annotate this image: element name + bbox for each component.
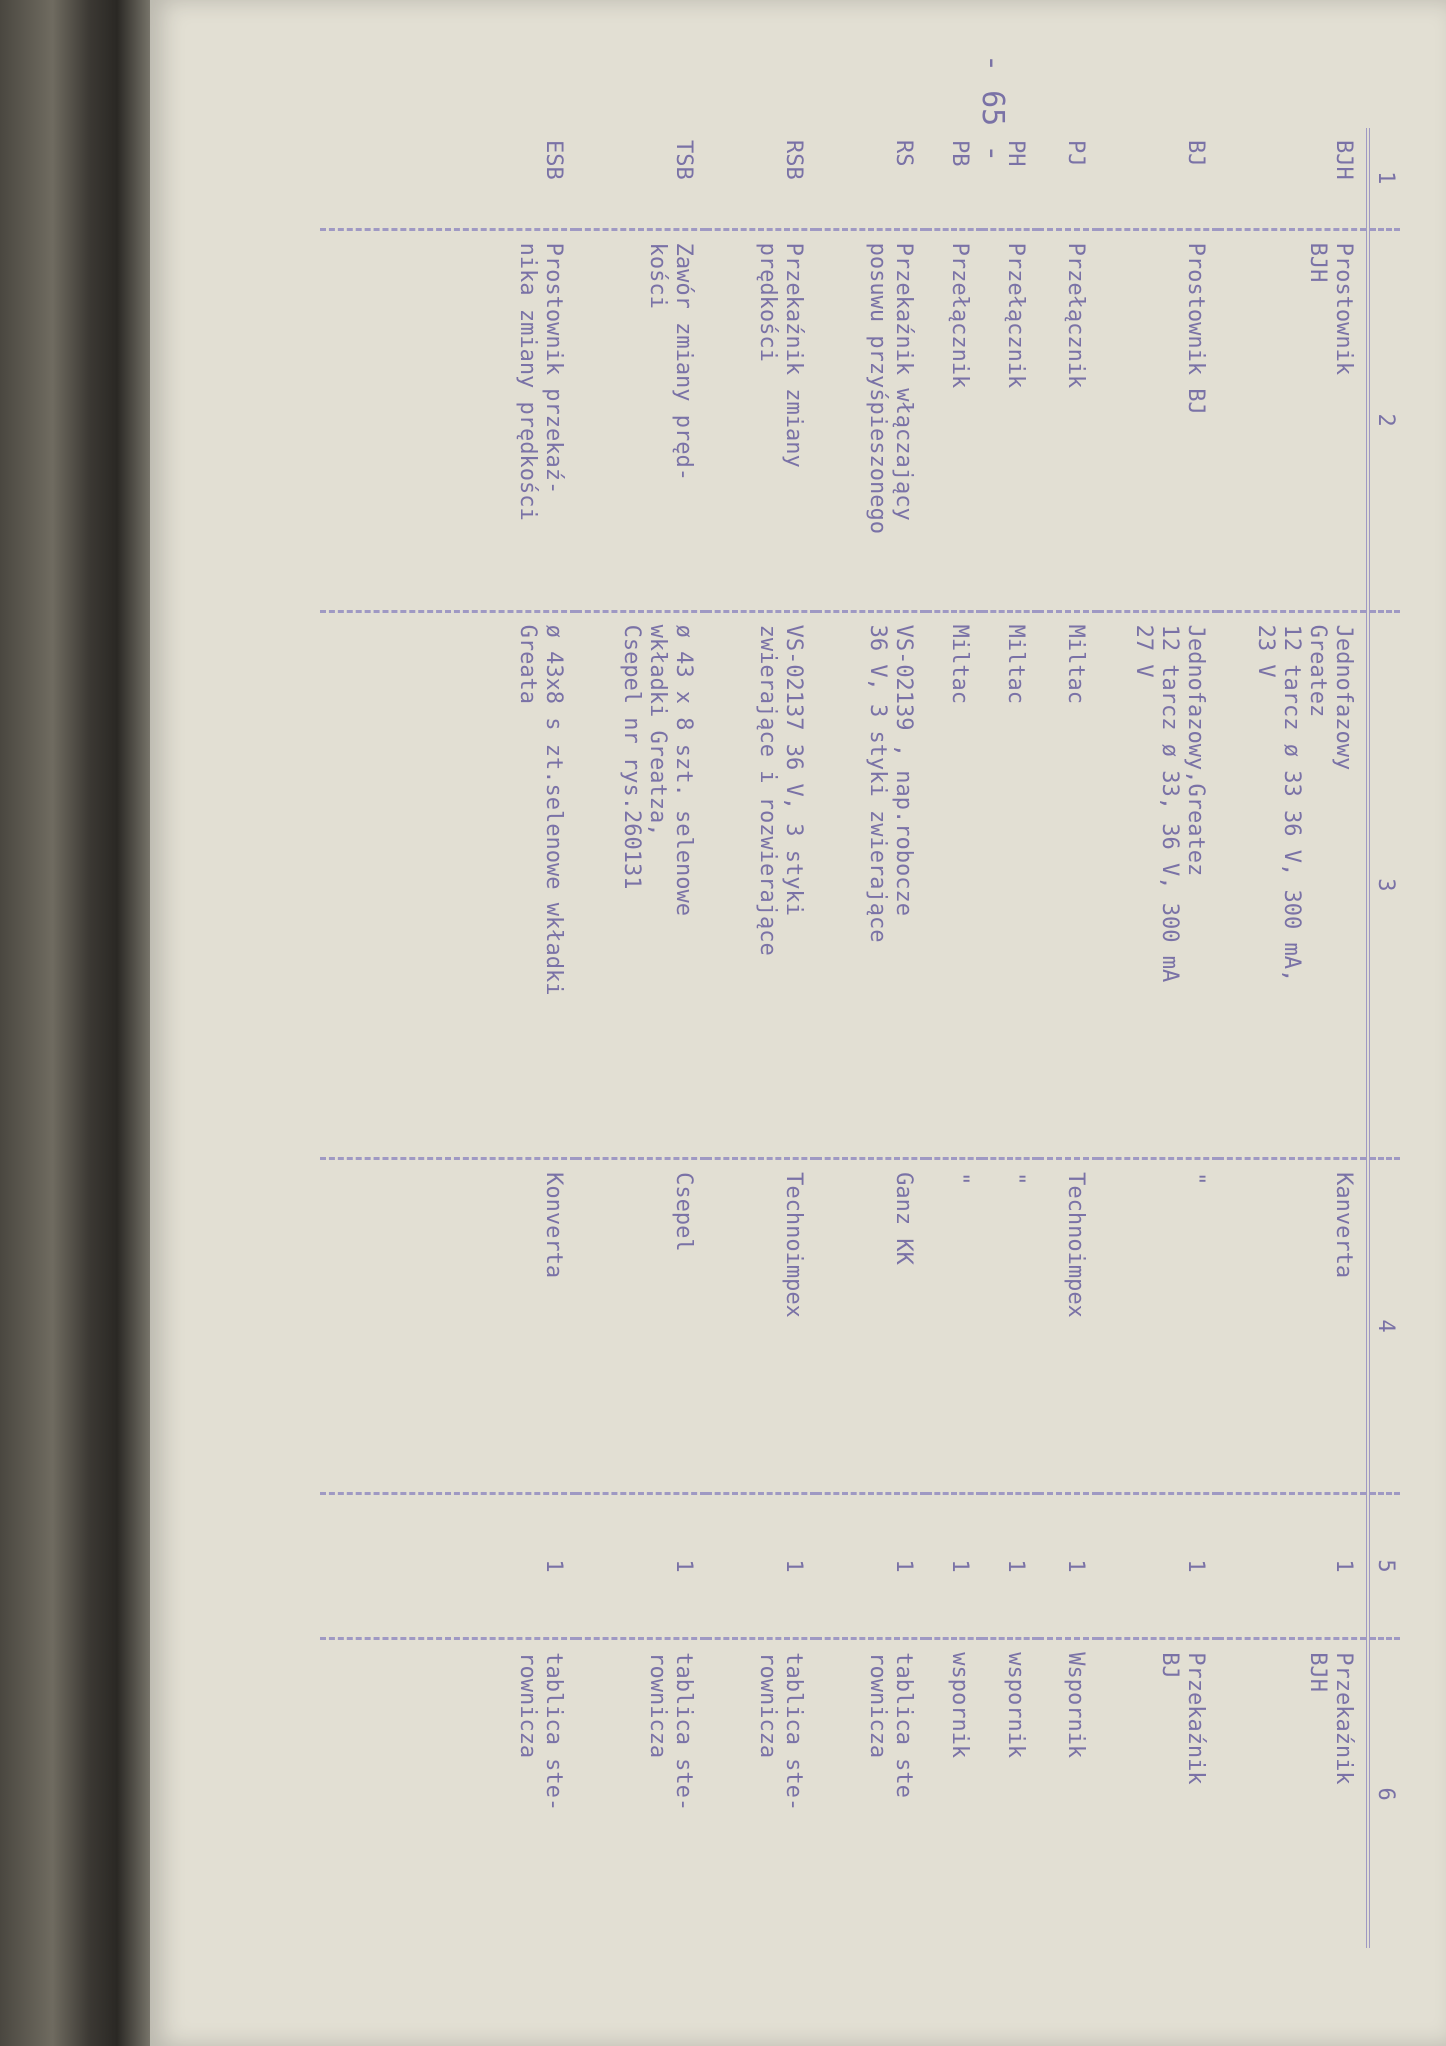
code-cell: TSB xyxy=(670,140,696,180)
qty-cell: 1 xyxy=(816,1493,926,1638)
header-row xyxy=(1368,128,1400,1948)
table-row xyxy=(926,128,982,1948)
header-col-5: 5 xyxy=(1368,1493,1400,1638)
maker-cell: " xyxy=(1098,1159,1218,1494)
table-row xyxy=(1098,128,1218,1948)
spec-cell: ø 43x8 s zt.selenowe wkładki Greata xyxy=(321,611,577,1159)
spec-cell: Miltac xyxy=(982,611,1038,1159)
name-cell: Przekaźnik włączający posuwu przyśpieszonego xyxy=(816,229,926,611)
parts-table xyxy=(320,128,1400,1948)
maker-cell: Technoimpex xyxy=(706,1159,816,1494)
code-cell: RSB xyxy=(780,140,806,180)
table-row xyxy=(706,128,816,1948)
spec-cell: Jednofazowy Greatez 12 tarcz ø 33 36 V, 300 mA, 23 V xyxy=(1218,611,1368,1159)
name-cell: Przełącznik xyxy=(982,229,1038,611)
maker-cell: Technoimpex xyxy=(1038,1159,1098,1494)
spec-cell: Jednofazowy,Greatez 12 tarcz ø 33, 36 V, 300 mA 27 V xyxy=(1098,611,1218,1159)
code-cell: PJ xyxy=(1062,140,1088,167)
code-cell: PB xyxy=(946,140,972,167)
qty-cell: 1 xyxy=(1218,1493,1368,1638)
qty-cell: 1 xyxy=(1038,1493,1098,1638)
code-cell: BJH xyxy=(1331,140,1357,180)
code-cell: ESB xyxy=(540,140,566,180)
maker-cell: Ganz KK xyxy=(816,1159,926,1494)
maker-cell: " xyxy=(982,1159,1038,1494)
note-cell: tablica ste- rownicza xyxy=(706,1639,816,1948)
qty-cell: 1 xyxy=(576,1493,706,1638)
header-col-3: 3 xyxy=(1368,611,1400,1159)
note-cell: wspornik xyxy=(982,1639,1038,1948)
qty-cell: 1 xyxy=(706,1493,816,1638)
spec-cell: VS-02137 36 V, 3 styki zwierające i rozwierające xyxy=(706,611,816,1159)
code-cell: RS xyxy=(890,140,916,167)
code-cell: PH xyxy=(1002,140,1028,167)
maker-cell: Csepel xyxy=(576,1159,706,1494)
name-cell: Przekaźnik zmiany prędkości xyxy=(706,229,816,611)
note-cell: Wspornik xyxy=(1038,1639,1098,1948)
qty-cell: 1 xyxy=(1098,1493,1218,1638)
book-binding xyxy=(0,0,150,2046)
note-cell: tablica ste rownicza xyxy=(816,1639,926,1948)
qty-cell: 1 xyxy=(926,1493,982,1638)
note-cell: Przekaźnik BJ xyxy=(1098,1639,1218,1948)
maker-cell: " xyxy=(926,1159,982,1494)
header-col-6: 6 xyxy=(1368,1639,1400,1948)
note-cell: tablica ste- rownicza xyxy=(321,1639,577,1948)
spec-cell: Miltac xyxy=(926,611,982,1159)
header-col-1: 1 xyxy=(1373,171,1398,185)
name-cell: Zawór zmiany pręd- kości xyxy=(576,229,706,611)
maker-cell: Kanverta xyxy=(1218,1159,1368,1494)
name-cell: Przełącznik xyxy=(1038,229,1098,611)
spec-cell: Miltac xyxy=(1038,611,1098,1159)
name-cell: Prostownik przekaź- nika zmiany prędkości xyxy=(321,229,577,611)
qty-cell: 1 xyxy=(982,1493,1038,1638)
name-cell: Przełącznik xyxy=(926,229,982,611)
table-row xyxy=(576,128,706,1948)
spec-cell: VS-02139 , nap.robocze 36 V, 3 styki zwierające xyxy=(816,611,926,1159)
name-cell: Prostownik BJ xyxy=(1098,229,1218,611)
page-number: - 65 - xyxy=(975,54,1010,163)
table-row xyxy=(1038,128,1098,1948)
table-row xyxy=(816,128,926,1948)
qty-cell: 1 xyxy=(321,1493,577,1638)
maker-cell: Konverta xyxy=(321,1159,577,1494)
table-row xyxy=(1218,128,1368,1948)
spec-cell: ø 43 x 8 szt. selenowe wkładki Greatza, Csepel nr rys.260131 xyxy=(576,611,706,1159)
name-cell: Prostownik BJH xyxy=(1218,229,1368,611)
header-col-2: 2 xyxy=(1368,229,1400,611)
rotated-table-container xyxy=(320,128,1400,1948)
code-cell: BJ xyxy=(1182,140,1208,167)
note-cell: wspornik xyxy=(926,1639,982,1948)
table-row xyxy=(982,128,1038,1948)
note-cell: tablica ste- rownicza xyxy=(576,1639,706,1948)
header-col-4: 4 xyxy=(1368,1159,1400,1494)
note-cell: Przekaźnik BJH xyxy=(1218,1639,1368,1948)
table-row xyxy=(321,128,577,1948)
